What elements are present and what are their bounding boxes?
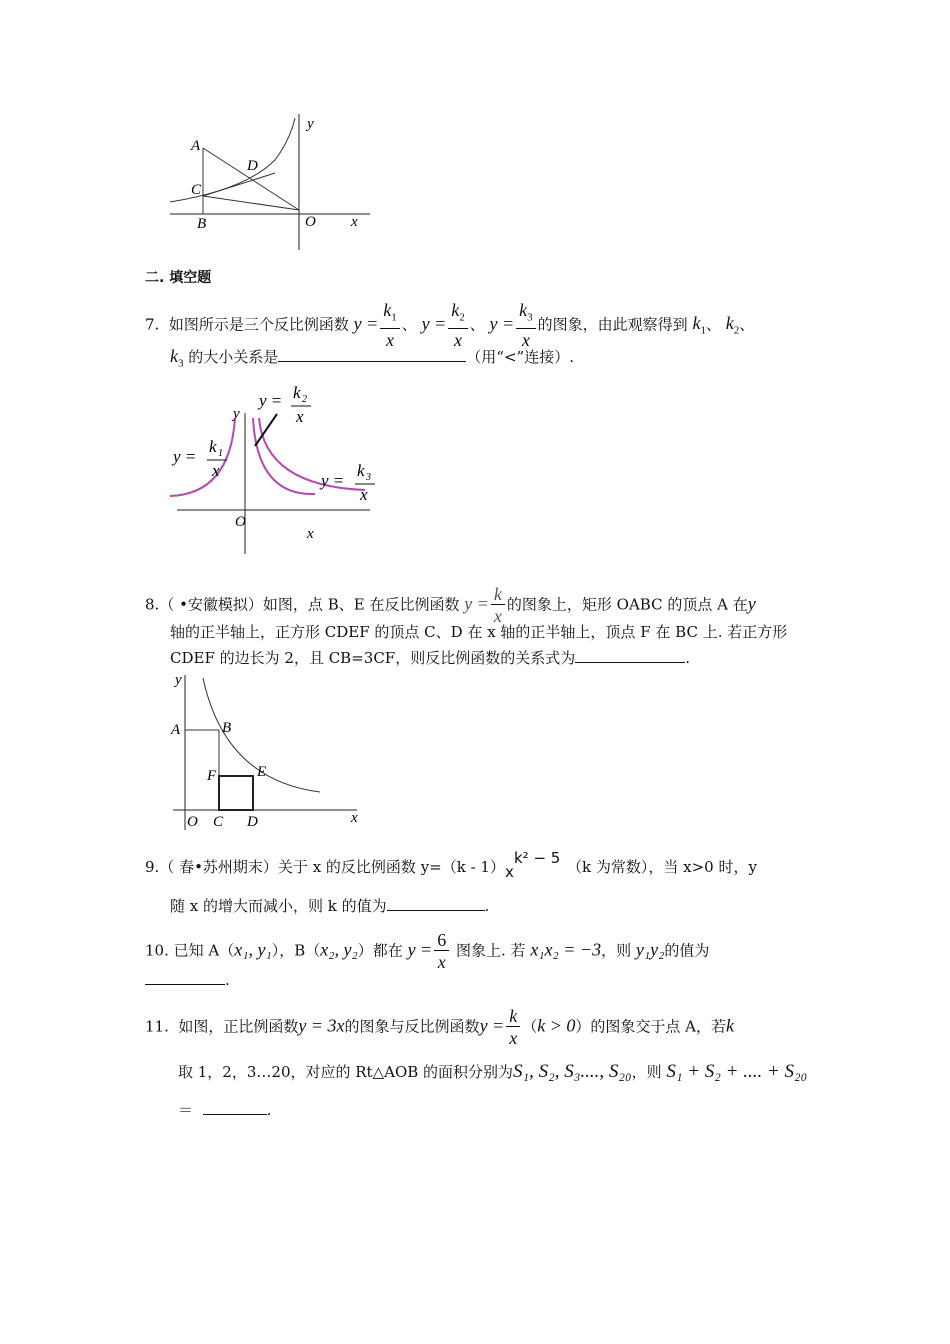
answer-blank[interactable] (203, 1100, 267, 1115)
svg-text:O: O (187, 814, 198, 830)
svg-text:y: y (233, 406, 240, 422)
question-7: 7. 如图所示是三个反比例函数 y = $\frac{k_1}{x}$ 、 y = $\frac{k_2}{x}$ 、 y = $\frac{k_3}{x}$ 的图象，由此观察得到 $k_1$、 $k_2$、 (145, 300, 755, 350)
curve (170, 118, 295, 202)
figure-1 (165, 110, 375, 252)
svg-text:y =: y = (259, 391, 283, 410)
question-10-line2: . (145, 970, 230, 990)
svg-text:x: x (360, 485, 368, 504)
svg-text:D: D (247, 158, 258, 174)
svg-text:k: k (293, 383, 301, 402)
svg-text:k: k (357, 461, 365, 480)
svg-text:E: E (257, 764, 267, 780)
svg-text:B: B (222, 720, 232, 736)
answer-blank[interactable] (145, 970, 225, 985)
svg-text:C: C (213, 814, 224, 830)
svg-text:O: O (235, 514, 246, 530)
question-8-line3: CDEF 的边长为 2，且 CB=3CF，则反比例函数的关系式为 . (170, 649, 690, 667)
svg-text:1: 1 (218, 448, 223, 459)
svg-text:x: x (351, 214, 358, 230)
section-title: 二. 填空题 (145, 270, 212, 286)
svg-text:B: B (197, 216, 207, 232)
svg-text:x: x (296, 407, 304, 426)
svg-text:y =: y = (321, 471, 345, 490)
svg-text:x: x (212, 461, 220, 480)
svg-text:y: y (307, 116, 314, 132)
svg-text:A: A (171, 722, 181, 738)
question-11: 11. 如图，正比例函数y = 3x的图象与反比例函数y = $\frac{k}{x}$ （k > 0）的图象交于点 A，若k (145, 1006, 734, 1048)
figure-2 (165, 378, 380, 556)
svg-text:k: k (209, 437, 217, 456)
question-10: 10. 已知 A（x₁, y₁），B（x₂, y₂）都在 y = $\frac{6}{x}$ 图象上. 若 x₁x₂ = −3，则 y₁y₂的值为 (145, 930, 710, 972)
question-9-line2: 随 x 的增大而减小，则 k 的值为 . (170, 897, 490, 915)
question-11-line2: 取 1，2，3…20，对应的 Rt△AOB 的面积分别为S₁, S₂, S₃...., S₂₀，则 S₁ + S₂ + .... + S₂₀ (178, 1061, 808, 1082)
svg-text:x: x (307, 526, 314, 542)
svg-text:y: y (175, 672, 182, 688)
svg-text:3: 3 (366, 472, 371, 483)
question-8: 8.（ •安徽模拟）如图，点 B、E 在反比例函数 y = $\frac{k}{x}$ 的图象上，矩形 OABC 的顶点 A 在y (145, 584, 756, 626)
svg-text:D: D (247, 814, 258, 830)
question-8-line2: 轴的正半轴上，正方形 CDEF 的顶点 C、D 在 x 轴的正半轴上，顶点 F 在 BC 上. 若正方形 (170, 623, 788, 641)
question-11-line3: ＝ . (178, 1101, 272, 1119)
svg-text:F: F (207, 768, 217, 784)
svg-text:x: x (351, 810, 358, 826)
svg-text:2: 2 (302, 394, 307, 405)
figure-3 (165, 670, 365, 835)
answer-blank[interactable] (387, 896, 485, 911)
question-9: 9.（ 春•苏州期末）关于 x 的反比例函数 y=（k - 1） x k² − 5 （k 为常数），当 x>0 时，y (145, 849, 757, 881)
svg-text:A: A (191, 138, 201, 154)
answer-blank[interactable] (278, 347, 466, 362)
svg-text:C: C (191, 182, 202, 198)
svg-text:O: O (305, 214, 316, 230)
question-7-line2: $k_3$ 的大小关系是 （用“<”连接）. (170, 346, 574, 370)
svg-text:y =: y = (173, 447, 197, 466)
answer-blank[interactable] (575, 648, 685, 663)
